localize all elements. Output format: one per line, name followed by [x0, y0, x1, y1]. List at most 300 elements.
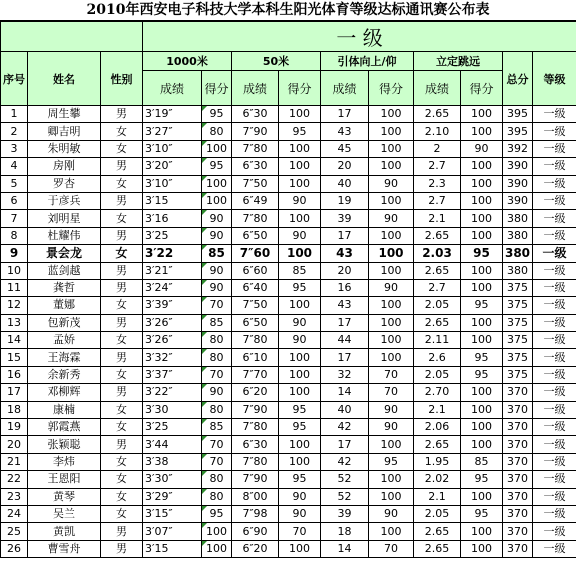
table-row — [1, 245, 576, 262]
jump-score-cell: 100 — [461, 158, 503, 175]
run50-score-cell: 95 — [279, 401, 321, 418]
grade-cell: 一级 — [533, 279, 576, 296]
name-cell: 刘明星 — [28, 210, 101, 227]
run1000-score-cell: 100 — [202, 523, 232, 540]
total-cell: 375 — [503, 279, 533, 296]
jump-result-cell: 2.70 — [414, 384, 461, 401]
name-cell: 李炜 — [28, 453, 101, 470]
jump-score-cell: 100 — [461, 106, 503, 123]
total-cell: 375 — [503, 332, 533, 349]
pullup-score-cell: 90 — [369, 419, 414, 436]
grade-cell: 一级 — [533, 227, 576, 244]
table-row — [1, 523, 576, 540]
header-50m: 50米 — [232, 52, 321, 71]
total-cell: 370 — [503, 471, 533, 488]
jump-result-cell: 2.1 — [414, 488, 461, 505]
gender-cell: 女 — [101, 366, 143, 383]
seq-cell: 6 — [1, 192, 28, 209]
header-1000m: 1000米 — [143, 52, 232, 71]
jump-result-cell: 2.05 — [414, 366, 461, 383]
run50-result-cell: 6″50 — [232, 227, 279, 244]
gender-cell: 女 — [101, 297, 143, 314]
seq-cell: 26 — [1, 540, 28, 557]
run1000-score-cell: 85 — [202, 314, 232, 331]
run1000-score-cell: 80 — [202, 488, 232, 505]
jump-score-cell: 100 — [461, 279, 503, 296]
run1000-score-cell: 80 — [202, 401, 232, 418]
total-cell: 370 — [503, 540, 533, 557]
pullup-result-cell: 32 — [321, 366, 369, 383]
pullup-score-cell: 100 — [369, 140, 414, 157]
gender-cell: 女 — [101, 140, 143, 157]
pullup-score-cell: 100 — [369, 262, 414, 279]
seq-cell: 15 — [1, 349, 28, 366]
name-cell: 房刚 — [28, 158, 101, 175]
table-row — [1, 297, 576, 314]
run50-result-cell: 7″80 — [232, 332, 279, 349]
pullup-result-cell: 44 — [321, 332, 369, 349]
pullup-result-cell: 43 — [321, 245, 369, 262]
total-cell: 370 — [503, 419, 533, 436]
jump-result-cell: 2.65 — [414, 314, 461, 331]
seq-cell: 20 — [1, 436, 28, 453]
jump-result-cell: 2.1 — [414, 401, 461, 418]
jump-score-cell: 100 — [461, 175, 503, 192]
seq-cell: 25 — [1, 523, 28, 540]
grade-cell: 一级 — [533, 158, 576, 175]
jump-score-cell: 100 — [461, 192, 503, 209]
pullup-score-cell: 90 — [369, 279, 414, 296]
run1000-score-cell: 70 — [202, 436, 232, 453]
table-row — [1, 505, 576, 522]
pullup-score-cell: 100 — [369, 227, 414, 244]
run1000-score-cell: 70 — [202, 453, 232, 470]
total-cell: 390 — [503, 175, 533, 192]
seq-cell: 19 — [1, 419, 28, 436]
run50-result-cell: 7″50 — [232, 175, 279, 192]
run1000-score-cell: 80 — [202, 332, 232, 349]
jump-score-cell: 95 — [461, 349, 503, 366]
gender-cell: 男 — [101, 349, 143, 366]
run1000-score-cell: 80 — [202, 349, 232, 366]
pullup-score-cell: 100 — [369, 523, 414, 540]
run1000-score-cell: 70 — [202, 297, 232, 314]
gender-cell: 女 — [101, 123, 143, 140]
jump-result-cell: 2 — [414, 140, 461, 157]
gender-cell: 女 — [101, 419, 143, 436]
run50-score-cell: 100 — [279, 140, 321, 157]
jump-score-cell: 95 — [461, 366, 503, 383]
name-cell: 王海霖 — [28, 349, 101, 366]
gender-cell: 女 — [101, 401, 143, 418]
table-row — [1, 453, 576, 470]
table-row — [1, 210, 576, 227]
run50-score-cell: 95 — [279, 471, 321, 488]
run1000-result-cell: 3′38 — [143, 453, 202, 470]
seq-cell: 11 — [1, 279, 28, 296]
seq-cell: 16 — [1, 366, 28, 383]
seq-cell: 12 — [1, 297, 28, 314]
table-row — [1, 123, 576, 140]
name-cell: 董娜 — [28, 297, 101, 314]
grade-cell: 一级 — [533, 471, 576, 488]
seq-cell: 9 — [1, 245, 28, 262]
run50-result-cell: 6″40 — [232, 279, 279, 296]
name-cell: 康楠 — [28, 401, 101, 418]
name-cell: 龚哲 — [28, 279, 101, 296]
table-row — [1, 488, 576, 505]
pullup-score-cell: 100 — [369, 488, 414, 505]
name-cell: 于彦兵 — [28, 192, 101, 209]
grade-cell: 一级 — [533, 314, 576, 331]
run1000-result-cell: 3′25 — [143, 227, 202, 244]
run1000-result-cell: 3′10″ — [143, 140, 202, 157]
jump-result-cell: 2.65 — [414, 227, 461, 244]
run1000-score-cell: 85 — [202, 419, 232, 436]
total-cell: 370 — [503, 505, 533, 522]
grade-cell: 一级 — [533, 540, 576, 557]
name-cell: 王恩阳 — [28, 471, 101, 488]
pullup-score-cell: 100 — [369, 332, 414, 349]
grade-cell: 一级 — [533, 453, 576, 470]
jump-score-cell: 100 — [461, 314, 503, 331]
header-name: 姓名 — [28, 52, 101, 106]
seq-cell: 10 — [1, 262, 28, 279]
run1000-result-cell: 3′20″ — [143, 158, 202, 175]
run50-result-cell: 7″90 — [232, 401, 279, 418]
run1000-score-cell: 100 — [202, 175, 232, 192]
table-row — [1, 471, 576, 488]
table-row — [1, 227, 576, 244]
run1000-result-cell: 3′37″ — [143, 366, 202, 383]
table-row — [1, 106, 576, 123]
grade-cell: 一级 — [533, 349, 576, 366]
total-cell: 395 — [503, 106, 533, 123]
run50-score-cell: 95 — [279, 419, 321, 436]
pullup-result-cell: 42 — [321, 453, 369, 470]
header-result: 成绩 — [321, 71, 369, 106]
pullup-result-cell: 43 — [321, 297, 369, 314]
run50-result-cell: 6″50 — [232, 314, 279, 331]
table-row — [1, 279, 576, 296]
run50-result-cell: 7″80 — [232, 419, 279, 436]
jump-result-cell: 2.11 — [414, 332, 461, 349]
run50-score-cell: 90 — [279, 332, 321, 349]
gender-cell: 男 — [101, 262, 143, 279]
run1000-result-cell: 3′16 — [143, 210, 202, 227]
pullup-result-cell: 40 — [321, 175, 369, 192]
run50-score-cell: 100 — [279, 453, 321, 470]
run1000-score-cell: 80 — [202, 471, 232, 488]
jump-score-cell: 100 — [461, 523, 503, 540]
jump-result-cell: 2.7 — [414, 192, 461, 209]
run50-score-cell: 100 — [279, 158, 321, 175]
jump-score-cell: 100 — [461, 262, 503, 279]
run50-result-cell: 6″90 — [232, 523, 279, 540]
jump-result-cell: 2.06 — [414, 419, 461, 436]
total-cell: 375 — [503, 349, 533, 366]
run1000-score-cell: 100 — [202, 192, 232, 209]
header-grade: 等级 — [533, 52, 576, 106]
seq-cell: 3 — [1, 140, 28, 157]
gender-cell: 女 — [101, 175, 143, 192]
header-score: 得分 — [202, 71, 232, 106]
name-cell: 朱明敏 — [28, 140, 101, 157]
run1000-result-cell: 3′19″ — [143, 106, 202, 123]
run50-score-cell: 100 — [279, 366, 321, 383]
header-gender: 性别 — [101, 52, 143, 106]
total-cell: 370 — [503, 384, 533, 401]
pullup-result-cell: 52 — [321, 488, 369, 505]
grade-cell: 一级 — [533, 436, 576, 453]
run1000-result-cell: 3′15″ — [143, 505, 202, 522]
jump-result-cell: 2.65 — [414, 523, 461, 540]
pullup-result-cell: 17 — [321, 349, 369, 366]
run1000-result-cell: 3′39″ — [143, 297, 202, 314]
run1000-result-cell: 3′26″ — [143, 314, 202, 331]
jump-score-cell: 100 — [461, 540, 503, 557]
table-row — [1, 192, 576, 209]
jump-result-cell: 2.05 — [414, 297, 461, 314]
table-row — [1, 436, 576, 453]
seq-cell: 2 — [1, 123, 28, 140]
name-cell: 蓝剑越 — [28, 262, 101, 279]
jump-score-cell: 95 — [461, 297, 503, 314]
pullup-result-cell: 20 — [321, 158, 369, 175]
grade-cell: 一级 — [533, 332, 576, 349]
table-row — [1, 366, 576, 383]
total-cell: 380 — [503, 210, 533, 227]
grade-cell: 一级 — [533, 192, 576, 209]
pullup-result-cell: 52 — [321, 471, 369, 488]
pullup-score-cell: 100 — [369, 158, 414, 175]
pullup-result-cell: 17 — [321, 227, 369, 244]
run1000-score-cell: 85 — [202, 245, 232, 262]
gender-cell: 男 — [101, 540, 143, 557]
score-table — [0, 21, 576, 558]
seq-cell: 4 — [1, 158, 28, 175]
run1000-result-cell: 3′26″ — [143, 332, 202, 349]
jump-score-cell: 100 — [461, 210, 503, 227]
run1000-result-cell: 3′21″ — [143, 262, 202, 279]
header-total: 总分 — [503, 52, 533, 106]
name-cell: 吴兰 — [28, 505, 101, 522]
run50-score-cell: 95 — [279, 279, 321, 296]
pullup-result-cell: 40 — [321, 401, 369, 418]
table-row — [1, 262, 576, 279]
header-blank — [1, 22, 143, 52]
run1000-result-cell: 3′07″ — [143, 523, 202, 540]
grade-cell: 一级 — [533, 175, 576, 192]
grade-cell: 一级 — [533, 384, 576, 401]
name-cell: 包新茂 — [28, 314, 101, 331]
run50-result-cell: 7″98 — [232, 505, 279, 522]
grade-cell: 一级 — [533, 488, 576, 505]
pullup-result-cell: 17 — [321, 436, 369, 453]
run1000-score-cell: 90 — [202, 384, 232, 401]
grade-cell: 一级 — [533, 401, 576, 418]
run1000-result-cell: 3′22 — [143, 245, 202, 262]
run50-result-cell: 7″50 — [232, 297, 279, 314]
header-result: 成绩 — [414, 71, 461, 106]
jump-score-cell: 100 — [461, 436, 503, 453]
gender-cell: 男 — [101, 227, 143, 244]
seq-cell: 7 — [1, 210, 28, 227]
pullup-score-cell: 90 — [369, 401, 414, 418]
name-cell: 余新秀 — [28, 366, 101, 383]
pullup-result-cell: 16 — [321, 279, 369, 296]
grade-cell: 一级 — [533, 262, 576, 279]
run50-score-cell: 100 — [279, 175, 321, 192]
run50-score-cell: 85 — [279, 262, 321, 279]
name-cell: 周生攀 — [28, 106, 101, 123]
run50-result-cell: 7″90 — [232, 471, 279, 488]
header-pullup: 引体向上/仰 — [321, 52, 414, 71]
jump-score-cell: 100 — [461, 123, 503, 140]
seq-cell: 24 — [1, 505, 28, 522]
pullup-result-cell: 19 — [321, 192, 369, 209]
gender-cell: 男 — [101, 106, 143, 123]
gender-cell: 女 — [101, 210, 143, 227]
pullup-score-cell: 100 — [369, 436, 414, 453]
jump-score-cell: 95 — [461, 505, 503, 522]
pullup-result-cell: 14 — [321, 540, 369, 557]
jump-score-cell: 85 — [461, 453, 503, 470]
run50-result-cell: 7″60 — [232, 245, 279, 262]
jump-result-cell: 2.65 — [414, 540, 461, 557]
run50-score-cell: 100 — [279, 245, 321, 262]
run1000-score-cell: 90 — [202, 210, 232, 227]
jump-result-cell: 2.6 — [414, 349, 461, 366]
table-row — [1, 419, 576, 436]
gender-cell: 男 — [101, 523, 143, 540]
pullup-score-cell: 100 — [369, 245, 414, 262]
header-score: 得分 — [369, 71, 414, 106]
pullup-result-cell: 14 — [321, 384, 369, 401]
total-cell: 370 — [503, 488, 533, 505]
name-cell: 邓柳辉 — [28, 384, 101, 401]
table-row — [1, 332, 576, 349]
run50-result-cell: 7″80 — [232, 210, 279, 227]
pullup-result-cell: 45 — [321, 140, 369, 157]
jump-score-cell: 95 — [461, 245, 503, 262]
run1000-score-cell: 95 — [202, 106, 232, 123]
name-cell: 景会龙 — [28, 245, 101, 262]
run1000-result-cell: 3′30 — [143, 401, 202, 418]
pullup-result-cell: 39 — [321, 505, 369, 522]
jump-result-cell: 2.1 — [414, 210, 461, 227]
total-cell: 380 — [503, 262, 533, 279]
run50-score-cell: 90 — [279, 488, 321, 505]
total-cell: 390 — [503, 192, 533, 209]
run50-score-cell: 90 — [279, 227, 321, 244]
pullup-result-cell: 42 — [321, 419, 369, 436]
table-row — [1, 314, 576, 331]
table-row — [1, 140, 576, 157]
gender-cell: 男 — [101, 279, 143, 296]
seq-cell: 23 — [1, 488, 28, 505]
run50-result-cell: 7″70 — [232, 366, 279, 383]
gender-cell: 男 — [101, 436, 143, 453]
grade-cell: 一级 — [533, 106, 576, 123]
run1000-result-cell: 3′24″ — [143, 279, 202, 296]
pullup-score-cell: 95 — [369, 453, 414, 470]
gender-cell: 女 — [101, 453, 143, 470]
jump-result-cell: 1.95 — [414, 453, 461, 470]
gender-cell: 男 — [101, 384, 143, 401]
run50-result-cell: 6″20 — [232, 384, 279, 401]
total-cell: 375 — [503, 314, 533, 331]
run1000-score-cell: 100 — [202, 540, 232, 557]
grade-cell: 一级 — [533, 366, 576, 383]
run50-score-cell: 100 — [279, 297, 321, 314]
run50-score-cell: 100 — [279, 210, 321, 227]
run1000-result-cell: 3′22″ — [143, 384, 202, 401]
run50-score-cell: 100 — [279, 106, 321, 123]
jump-score-cell: 100 — [461, 332, 503, 349]
run50-score-cell: 100 — [279, 540, 321, 557]
pullup-score-cell: 90 — [369, 210, 414, 227]
run1000-score-cell: 95 — [202, 158, 232, 175]
name-cell: 曹雪舟 — [28, 540, 101, 557]
header-seq: 序号 — [1, 52, 28, 106]
pullup-result-cell: 20 — [321, 262, 369, 279]
pullup-score-cell: 70 — [369, 540, 414, 557]
jump-score-cell: 95 — [461, 471, 503, 488]
run50-score-cell: 100 — [279, 384, 321, 401]
total-cell: 380 — [503, 227, 533, 244]
table-row — [1, 540, 576, 557]
name-cell: 郭霞燕 — [28, 419, 101, 436]
jump-score-cell: 100 — [461, 227, 503, 244]
run1000-score-cell: 80 — [202, 123, 232, 140]
header-jump: 立定跳远 — [414, 52, 503, 71]
jump-score-cell: 100 — [461, 488, 503, 505]
gender-cell: 女 — [101, 245, 143, 262]
run1000-result-cell: 3′32″ — [143, 349, 202, 366]
gender-cell: 男 — [101, 192, 143, 209]
pullup-score-cell: 100 — [369, 106, 414, 123]
total-cell: 370 — [503, 436, 533, 453]
run50-result-cell: 7″80 — [232, 140, 279, 157]
page-title: 2010年西安电子科技大学本科生阳光体育等级达标通讯赛公布表 — [0, 0, 576, 21]
seq-cell: 13 — [1, 314, 28, 331]
jump-result-cell: 2.02 — [414, 471, 461, 488]
run50-result-cell: 6″30 — [232, 158, 279, 175]
total-cell: 395 — [503, 123, 533, 140]
total-cell: 390 — [503, 158, 533, 175]
gender-cell: 女 — [101, 488, 143, 505]
run1000-result-cell: 3′10″ — [143, 175, 202, 192]
grade-cell: 一级 — [533, 210, 576, 227]
name-cell: 罗杏 — [28, 175, 101, 192]
run1000-result-cell: 3′27″ — [143, 123, 202, 140]
run1000-score-cell: 70 — [202, 366, 232, 383]
grade-cell: 一级 — [533, 123, 576, 140]
seq-cell: 21 — [1, 453, 28, 470]
seq-cell: 22 — [1, 471, 28, 488]
run50-result-cell: 6″30 — [232, 436, 279, 453]
pullup-score-cell: 100 — [369, 471, 414, 488]
run50-result-cell: 6″10 — [232, 349, 279, 366]
run50-result-cell: 7″80 — [232, 453, 279, 470]
grade-cell: 一级 — [533, 523, 576, 540]
pullup-score-cell: 90 — [369, 505, 414, 522]
run50-result-cell: 6″30 — [232, 106, 279, 123]
jump-result-cell: 2.7 — [414, 158, 461, 175]
total-cell: 375 — [503, 297, 533, 314]
pullup-score-cell: 70 — [369, 384, 414, 401]
